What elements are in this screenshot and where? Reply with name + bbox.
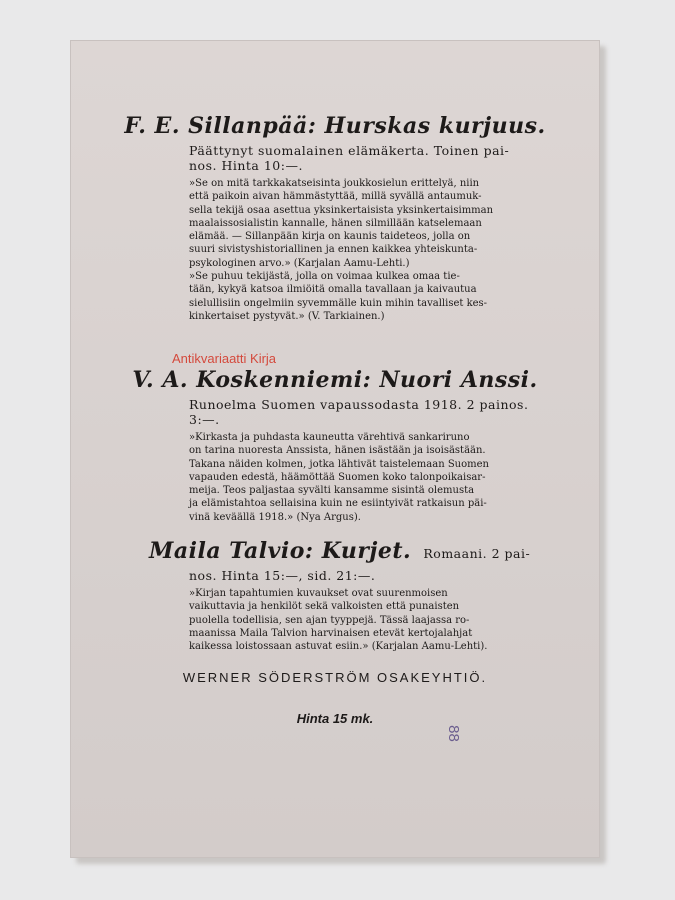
entry-review-quote [189, 587, 529, 653]
red-stamp: Antikvariaatti Kirja [172, 351, 277, 366]
entry-heading: Maila Talvio: Kurjet. [149, 538, 412, 564]
quote-line: Takana näiden kolmen, jotka lähtivät taistelemaan Suomen [189, 458, 489, 470]
quote-line: on tarina nuoresta Anssista, hänen isästään ja isoisästään. [189, 445, 486, 457]
entry-heading-row [71, 538, 599, 564]
quote-line: kinkertaiset pystyvät.» (V. Tarkiainen.) [189, 310, 385, 322]
entry-review-quote [189, 431, 529, 524]
quote-line: elämää. — Sillanpään kirja on kaunis taideteos, jolla on [189, 231, 471, 243]
entry-body [189, 397, 529, 524]
quote-line: sielullisiin ongelmiin syvemmälle kuin mihin tavalliset kes- [189, 297, 488, 309]
quote-line: »Kirkasta ja puhdasta kauneutta värehtivä sankariruno [189, 432, 470, 443]
book-entry-talvio [71, 538, 599, 653]
book-back-cover [70, 40, 600, 858]
quote-line: vapauden edestä, häämöttää Suomen koko talonpoikaisar- [189, 471, 486, 483]
quote-line: kaikessa loistossaan astuvat esiin.» (Karjalan Aamu-Lehti). [189, 641, 488, 653]
quote-line: »Se on mitä tarkkakatseisinta joukkosielun erittelyä, niin [189, 178, 480, 189]
quote-line: maalaissosialistin kannalle, hänen silmillään katselemaan [189, 217, 482, 229]
quote-line: »Kirjan tapahtumien kuvaukset ovat suurenmoisen [189, 588, 448, 599]
quote-line: puolella todellisia, sen ajan tyyppejä. Tässä laajassa ro- [189, 614, 470, 626]
quote-line: psykologinen arvo.» (Karjalan Aamu-Lehti.) [189, 257, 410, 269]
quote-line: suuri sivistyshistoriallinen ja ennen kaikkea yhteiskunta- [189, 244, 478, 256]
quote-line: tään, kykyä katsoa ilmiöitä omalla tavallaan ja kaivautua [189, 284, 477, 296]
quote-line: maanissa Maila Talvion harvinaisen etevät kertojalahjat [189, 627, 473, 639]
entry-heading-tail: Romaani. 2 pai- [423, 546, 531, 561]
entry-subtitle-line: nos. Hinta 10:—. [189, 158, 303, 173]
entry-heading: V. A. Koskenniemi: Nuori Anssi. [132, 367, 538, 393]
price-label: Hinta 15 mk. [296, 711, 374, 726]
quote-line: ja elämistahtoa sellaisina kuin ne esiintyivät ratkaisun päi- [189, 498, 487, 510]
entry-subtitle-line: Runoelma Suomen vapaussodasta 1918. 2 painos. 3:—. [189, 397, 529, 427]
book-entry-sillanpaa [71, 113, 599, 323]
entry-body [189, 143, 529, 323]
entry-subtitle-line: Päättynyt suomalainen elämäkerta. Toinen pai- [189, 143, 510, 158]
quote-line: että paikoin aivan hämmästyttää, millä syvällä antaumuk- [189, 191, 482, 203]
publisher-name: WERNER SÖDERSTRÖM OSAKEYHTIÖ. [182, 670, 488, 685]
entry-review-quote [189, 177, 529, 323]
quote-line: »Se puhuu tekijästä, jolla on voimaa kulkea omaa tie- [189, 271, 460, 283]
quote-line: sella tekijä osaa asettua yksinkertaisista yksinkertaisimman [189, 204, 494, 216]
quote-line: meija. Teos paljastaa syvälti kansamme sisintä olemusta [189, 485, 475, 497]
quote-line: vaikuttavia ja henkilöt sekä valkoisten että punaisten [189, 601, 460, 613]
pencil-mark: 88 [444, 725, 462, 742]
book-entry-koskenniemi [71, 367, 599, 524]
quote-line: vinä keväällä 1918.» (Nya Argus). [189, 511, 361, 523]
entry-subtitle-line: nos. Hinta 15:—, sid. 21:—. [189, 568, 376, 583]
entry-body [189, 568, 529, 653]
entry-heading: F. E. Sillanpää: Hurskas kurjuus. [124, 113, 546, 139]
